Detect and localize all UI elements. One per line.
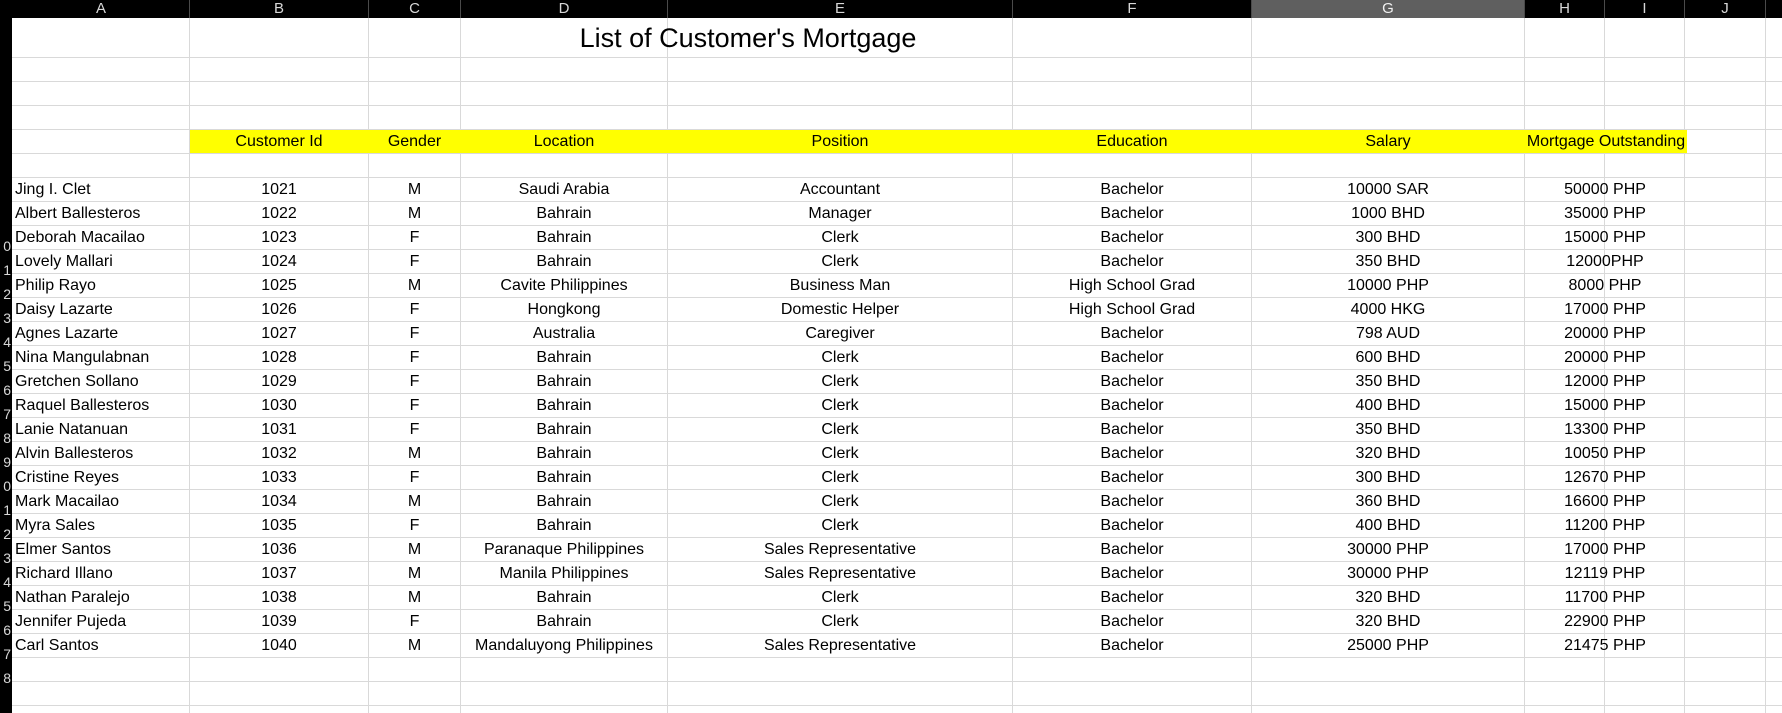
- table-row[interactable]: [12, 466, 1782, 490]
- gender-cell[interactable]: M: [407, 589, 422, 606]
- customer-id-cell[interactable]: 1028: [261, 349, 297, 366]
- column-header-d[interactable]: D: [558, 0, 570, 17]
- customer-name-cell[interactable]: Lanie Natanuan: [15, 421, 128, 438]
- salary-cell[interactable]: 320 BHD: [1355, 445, 1421, 462]
- salary-cell[interactable]: 320 BHD: [1355, 589, 1421, 606]
- customer-name-cell[interactable]: Alvin Ballesteros: [15, 445, 134, 462]
- mortgage-cell[interactable]: 15000 PHP: [1564, 397, 1646, 414]
- education-cell[interactable]: Bachelor: [1100, 397, 1164, 414]
- salary-cell[interactable]: 30000 PHP: [1347, 565, 1429, 582]
- education-cell[interactable]: Bachelor: [1100, 613, 1164, 630]
- header-customer-id[interactable]: Customer Id: [235, 133, 323, 150]
- education-cell[interactable]: High School Grad: [1068, 277, 1196, 294]
- gender-cell[interactable]: M: [407, 277, 422, 294]
- column-header-h[interactable]: H: [1559, 0, 1570, 17]
- gender-cell[interactable]: F: [409, 469, 420, 486]
- table-row[interactable]: [12, 322, 1782, 346]
- position-cell[interactable]: Clerk: [821, 373, 859, 390]
- location-cell[interactable]: Bahrain: [536, 469, 592, 486]
- row-number[interactable]: 5: [3, 358, 11, 374]
- mortgage-cell[interactable]: 12000PHP: [1566, 253, 1644, 270]
- location-cell[interactable]: Bahrain: [536, 445, 592, 462]
- gender-cell[interactable]: F: [409, 397, 420, 414]
- location-cell[interactable]: Cavite Philippines: [500, 277, 628, 294]
- gender-cell[interactable]: M: [407, 637, 422, 654]
- mortgage-cell[interactable]: 20000 PHP: [1564, 325, 1646, 342]
- gender-cell[interactable]: F: [409, 421, 420, 438]
- location-cell[interactable]: Manila Philippines: [499, 565, 629, 582]
- customer-id-cell[interactable]: 1031: [261, 421, 297, 438]
- salary-cell[interactable]: 10000 PHP: [1347, 277, 1429, 294]
- table-row[interactable]: [12, 202, 1782, 226]
- salary-cell[interactable]: 300 BHD: [1355, 469, 1421, 486]
- salary-cell[interactable]: 400 BHD: [1355, 517, 1421, 534]
- position-cell[interactable]: Clerk: [821, 349, 859, 366]
- header-gender[interactable]: Gender: [387, 133, 442, 150]
- education-cell[interactable]: Bachelor: [1100, 445, 1164, 462]
- position-cell[interactable]: Clerk: [821, 421, 859, 438]
- gender-cell[interactable]: M: [407, 565, 422, 582]
- mortgage-cell[interactable]: 11200 PHP: [1564, 517, 1646, 534]
- row-number[interactable]: 2: [3, 526, 11, 542]
- table-row[interactable]: [12, 610, 1782, 634]
- customer-id-cell[interactable]: 1036: [261, 541, 297, 558]
- position-cell[interactable]: Sales Representative: [763, 541, 917, 558]
- gender-cell[interactable]: F: [409, 325, 420, 342]
- customer-name-cell[interactable]: Philip Rayo: [15, 277, 96, 294]
- education-cell[interactable]: Bachelor: [1100, 205, 1164, 222]
- table-row[interactable]: [12, 538, 1782, 562]
- position-cell[interactable]: Clerk: [821, 613, 859, 630]
- customer-name-cell[interactable]: Nina Mangulabnan: [15, 349, 150, 366]
- row-number[interactable]: 0: [3, 478, 11, 494]
- mortgage-cell[interactable]: 50000 PHP: [1564, 181, 1646, 198]
- mortgage-cell[interactable]: 12670 PHP: [1564, 469, 1646, 486]
- customer-name-cell[interactable]: Raquel Ballesteros: [15, 397, 150, 414]
- position-cell[interactable]: Clerk: [821, 445, 859, 462]
- salary-cell[interactable]: 350 BHD: [1355, 421, 1421, 438]
- location-cell[interactable]: Bahrain: [536, 397, 592, 414]
- salary-cell[interactable]: 10000 SAR: [1347, 181, 1429, 198]
- header-position[interactable]: Position: [811, 133, 869, 150]
- education-cell[interactable]: Bachelor: [1100, 181, 1164, 198]
- education-cell[interactable]: Bachelor: [1100, 637, 1164, 654]
- row-number[interactable]: 7: [3, 406, 11, 422]
- mortgage-cell[interactable]: 11700 PHP: [1564, 589, 1646, 606]
- location-cell[interactable]: Bahrain: [536, 589, 592, 606]
- education-cell[interactable]: Bachelor: [1100, 541, 1164, 558]
- salary-cell[interactable]: 600 BHD: [1355, 349, 1421, 366]
- mortgage-cell[interactable]: 22900 PHP: [1564, 613, 1646, 630]
- mortgage-cell[interactable]: 17000 PHP: [1564, 301, 1646, 318]
- customer-name-cell[interactable]: Deborah Macailao: [15, 229, 145, 246]
- education-cell[interactable]: Bachelor: [1100, 253, 1164, 270]
- position-cell[interactable]: Sales Representative: [763, 637, 917, 654]
- salary-cell[interactable]: 320 BHD: [1355, 613, 1421, 630]
- position-cell[interactable]: Clerk: [821, 589, 859, 606]
- education-cell[interactable]: Bachelor: [1100, 421, 1164, 438]
- gender-cell[interactable]: M: [407, 445, 422, 462]
- education-cell[interactable]: Bachelor: [1100, 517, 1164, 534]
- table-row[interactable]: [12, 418, 1782, 442]
- customer-id-cell[interactable]: 1037: [261, 565, 297, 582]
- salary-cell[interactable]: 1000 BHD: [1351, 205, 1425, 222]
- salary-cell[interactable]: 25000 PHP: [1347, 637, 1429, 654]
- mortgage-cell[interactable]: 35000 PHP: [1564, 205, 1646, 222]
- gender-cell[interactable]: F: [409, 229, 420, 246]
- header-salary[interactable]: Salary: [1365, 133, 1411, 150]
- mortgage-cell[interactable]: 20000 PHP: [1564, 349, 1646, 366]
- customer-name-cell[interactable]: Lovely Mallari: [15, 253, 113, 270]
- customer-id-cell[interactable]: 1030: [261, 397, 297, 414]
- header-mortgage-outstanding[interactable]: Mortgage Outstanding: [1526, 133, 1686, 150]
- customer-name-cell[interactable]: Myra Sales: [15, 517, 96, 534]
- location-cell[interactable]: Saudi Arabia: [518, 181, 610, 198]
- salary-cell[interactable]: 350 BHD: [1355, 253, 1421, 270]
- header-location[interactable]: Location: [533, 133, 595, 150]
- row-number[interactable]: 3: [3, 310, 11, 326]
- mortgage-cell[interactable]: 17000 PHP: [1564, 541, 1646, 558]
- mortgage-cell[interactable]: 10050 PHP: [1564, 445, 1646, 462]
- customer-id-cell[interactable]: 1026: [261, 301, 297, 318]
- location-cell[interactable]: Australia: [532, 325, 596, 342]
- education-cell[interactable]: Bachelor: [1100, 469, 1164, 486]
- position-cell[interactable]: Sales Representative: [763, 565, 917, 582]
- table-row[interactable]: [12, 562, 1782, 586]
- customer-name-cell[interactable]: Nathan Paralejo: [15, 589, 130, 606]
- row-number[interactable]: 9: [3, 454, 11, 470]
- location-cell[interactable]: Mandaluyong Philippines: [475, 637, 653, 654]
- gender-cell[interactable]: M: [407, 205, 422, 222]
- customer-id-cell[interactable]: 1039: [261, 613, 297, 630]
- position-cell[interactable]: Caregiver: [805, 325, 875, 342]
- table-row[interactable]: [12, 226, 1782, 250]
- spreadsheet-grid[interactable]: [12, 18, 1782, 713]
- position-cell[interactable]: Manager: [808, 205, 872, 222]
- gender-cell[interactable]: M: [407, 541, 422, 558]
- education-cell[interactable]: Bachelor: [1100, 565, 1164, 582]
- table-row[interactable]: [12, 298, 1782, 322]
- table-row[interactable]: [12, 178, 1782, 202]
- position-cell[interactable]: Clerk: [821, 229, 859, 246]
- customer-name-cell[interactable]: Mark Macailao: [15, 493, 120, 510]
- row-number[interactable]: 1: [3, 262, 11, 278]
- column-header-e[interactable]: E: [834, 0, 845, 17]
- salary-cell[interactable]: 360 BHD: [1355, 493, 1421, 510]
- location-cell[interactable]: Bahrain: [536, 373, 592, 390]
- customer-name-cell[interactable]: Daisy Lazarte: [15, 301, 113, 318]
- customer-name-cell[interactable]: Jennifer Pujeda: [15, 613, 127, 630]
- customer-name-cell[interactable]: Richard Illano: [15, 565, 113, 582]
- customer-id-cell[interactable]: 1034: [261, 493, 297, 510]
- location-cell[interactable]: Bahrain: [536, 493, 592, 510]
- row-number[interactable]: 6: [3, 622, 11, 638]
- column-header-i[interactable]: I: [1642, 0, 1647, 17]
- customer-name-cell[interactable]: Cristine Reyes: [15, 469, 120, 486]
- location-cell[interactable]: Bahrain: [536, 229, 592, 246]
- customer-id-cell[interactable]: 1032: [261, 445, 297, 462]
- location-cell[interactable]: Bahrain: [536, 349, 592, 366]
- customer-id-cell[interactable]: 1027: [261, 325, 297, 342]
- customer-id-cell[interactable]: 1023: [261, 229, 297, 246]
- education-cell[interactable]: Bachelor: [1100, 373, 1164, 390]
- column-header-bar: [0, 0, 1782, 18]
- position-cell[interactable]: Clerk: [821, 517, 859, 534]
- table-row[interactable]: [12, 250, 1782, 274]
- salary-cell[interactable]: 350 BHD: [1355, 373, 1421, 390]
- table-row[interactable]: [12, 490, 1782, 514]
- row-number[interactable]: 0: [3, 238, 11, 254]
- row-number[interactable]: 1: [3, 502, 11, 518]
- customer-id-cell[interactable]: 1038: [261, 589, 297, 606]
- customer-name-cell[interactable]: Gretchen Sollano: [15, 373, 139, 390]
- position-cell[interactable]: Business Man: [789, 277, 891, 294]
- table-row[interactable]: [12, 634, 1782, 658]
- gender-cell[interactable]: M: [407, 493, 422, 510]
- row-number[interactable]: 6: [3, 382, 11, 398]
- position-cell[interactable]: Accountant: [799, 181, 881, 198]
- column-header-f[interactable]: F: [1127, 0, 1137, 17]
- customer-name-cell[interactable]: Agnes Lazarte: [15, 325, 119, 342]
- column-header-g[interactable]: G: [1252, 0, 1524, 18]
- column-header-j[interactable]: J: [1721, 0, 1729, 17]
- education-cell[interactable]: Bachelor: [1100, 589, 1164, 606]
- location-cell[interactable]: Bahrain: [536, 205, 592, 222]
- location-cell[interactable]: Bahrain: [536, 613, 592, 630]
- gender-cell[interactable]: F: [409, 349, 420, 366]
- customer-id-cell[interactable]: 1029: [261, 373, 297, 390]
- row-number[interactable]: 2: [3, 286, 11, 302]
- row-number[interactable]: 5: [3, 598, 11, 614]
- gender-cell[interactable]: F: [409, 613, 420, 630]
- customer-name-cell[interactable]: Carl Santos: [15, 637, 99, 654]
- mortgage-cell[interactable]: 15000 PHP: [1564, 229, 1646, 246]
- column-header-a[interactable]: A: [95, 0, 106, 17]
- salary-cell[interactable]: 30000 PHP: [1347, 541, 1429, 558]
- position-cell[interactable]: Clerk: [821, 493, 859, 510]
- table-row[interactable]: [12, 514, 1782, 538]
- sheet-title[interactable]: List of Customer's Mortgage: [579, 23, 917, 53]
- education-cell[interactable]: Bachelor: [1100, 493, 1164, 510]
- education-cell[interactable]: Bachelor: [1100, 349, 1164, 366]
- mortgage-cell[interactable]: 12119 PHP: [1564, 565, 1646, 582]
- row-number[interactable]: 8: [3, 670, 11, 686]
- mortgage-cell[interactable]: 16600 PHP: [1564, 493, 1646, 510]
- education-cell[interactable]: Bachelor: [1100, 325, 1164, 342]
- table-row[interactable]: [12, 370, 1782, 394]
- location-cell[interactable]: Bahrain: [536, 517, 592, 534]
- education-cell[interactable]: Bachelor: [1100, 229, 1164, 246]
- gender-cell[interactable]: F: [409, 253, 420, 270]
- table-row[interactable]: [12, 394, 1782, 418]
- customer-name-cell[interactable]: Albert Ballesteros: [15, 205, 141, 222]
- gender-cell[interactable]: F: [409, 517, 420, 534]
- row-number[interactable]: 8: [3, 430, 11, 446]
- row-number[interactable]: 4: [3, 334, 11, 350]
- mortgage-cell[interactable]: 21475 PHP: [1564, 637, 1646, 654]
- salary-cell[interactable]: 798 AUD: [1355, 325, 1421, 342]
- mortgage-cell[interactable]: 8000 PHP: [1568, 277, 1642, 294]
- salary-cell[interactable]: 300 BHD: [1355, 229, 1421, 246]
- row-number[interactable]: 4: [3, 574, 11, 590]
- location-cell[interactable]: Bahrain: [536, 421, 592, 438]
- gender-cell[interactable]: F: [409, 301, 420, 318]
- column-header-b[interactable]: B: [273, 0, 284, 17]
- customer-id-cell[interactable]: 1033: [261, 469, 297, 486]
- customer-id-cell[interactable]: 1021: [261, 181, 297, 198]
- table-row[interactable]: [12, 346, 1782, 370]
- table-row[interactable]: [12, 586, 1782, 610]
- row-number[interactable]: 7: [3, 646, 11, 662]
- mortgage-cell[interactable]: 13300 PHP: [1564, 421, 1646, 438]
- customer-name-cell[interactable]: Elmer Santos: [15, 541, 112, 558]
- header-education[interactable]: Education: [1096, 133, 1168, 150]
- position-cell[interactable]: Clerk: [821, 397, 859, 414]
- customer-id-cell[interactable]: 1040: [261, 637, 297, 654]
- row-number[interactable]: 3: [3, 550, 11, 566]
- customer-id-cell[interactable]: 1035: [261, 517, 297, 534]
- customer-id-cell[interactable]: 1024: [261, 253, 297, 270]
- position-cell[interactable]: Clerk: [821, 469, 859, 486]
- gender-cell[interactable]: M: [407, 181, 422, 198]
- customer-name-cell[interactable]: Jing I. Clet: [15, 181, 91, 198]
- location-cell[interactable]: Bahrain: [536, 253, 592, 270]
- gender-cell[interactable]: F: [409, 373, 420, 390]
- table-row[interactable]: [12, 442, 1782, 466]
- row-header-strip: [0, 18, 12, 713]
- customer-id-cell[interactable]: 1025: [261, 277, 297, 294]
- education-cell[interactable]: High School Grad: [1068, 301, 1196, 318]
- location-cell[interactable]: Hongkong: [527, 301, 601, 318]
- salary-cell[interactable]: 4000 HKG: [1350, 301, 1426, 318]
- location-cell[interactable]: Paranaque Philippines: [483, 541, 645, 558]
- position-cell[interactable]: Domestic Helper: [780, 301, 900, 318]
- customer-id-cell[interactable]: 1022: [261, 205, 297, 222]
- mortgage-cell[interactable]: 12000 PHP: [1564, 373, 1646, 390]
- table-row[interactable]: [12, 274, 1782, 298]
- position-cell[interactable]: Clerk: [821, 253, 859, 270]
- salary-cell[interactable]: 400 BHD: [1355, 397, 1421, 414]
- column-header-c[interactable]: C: [409, 0, 420, 17]
